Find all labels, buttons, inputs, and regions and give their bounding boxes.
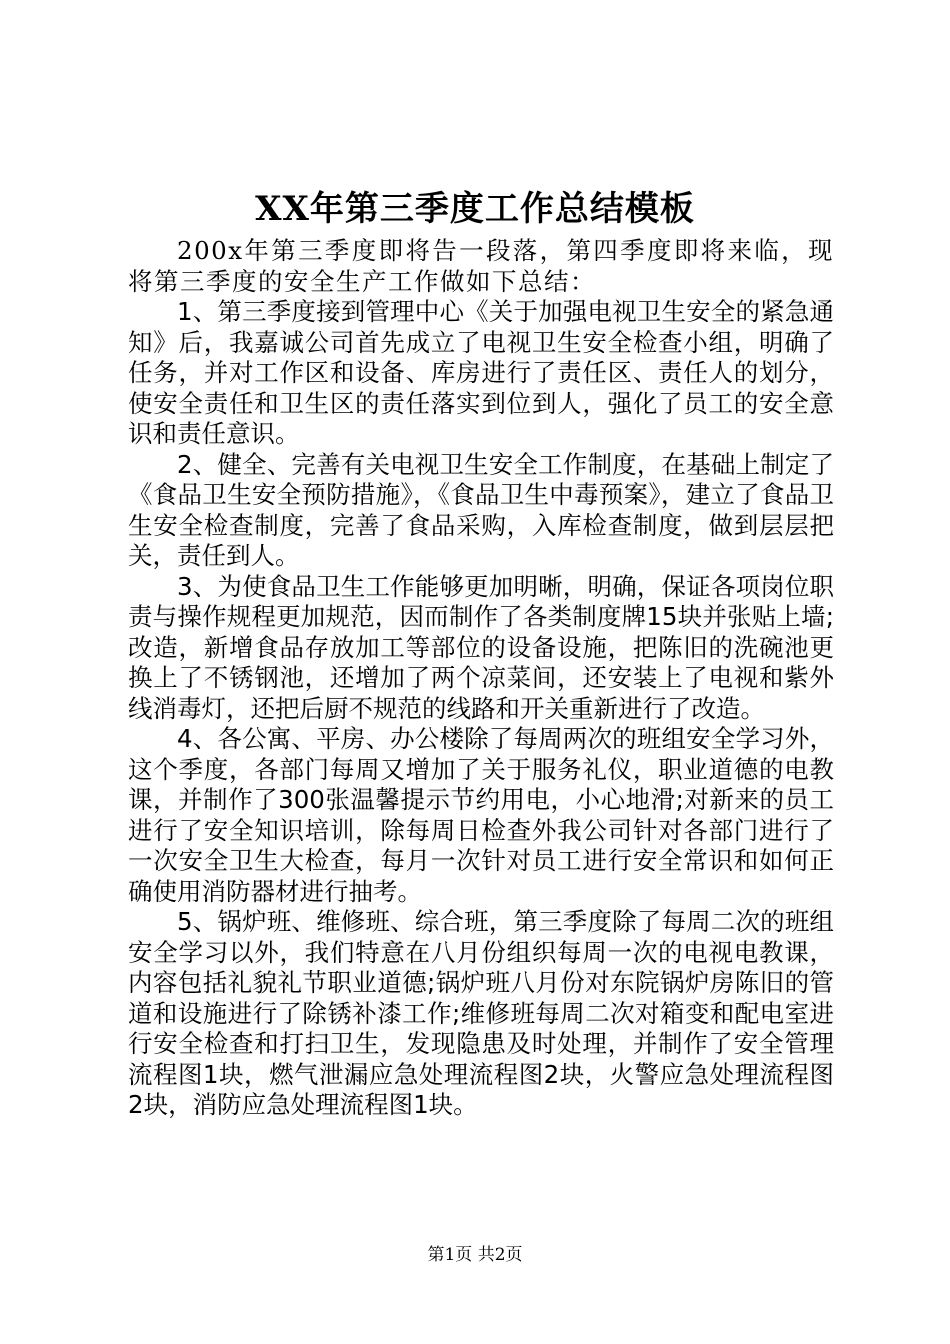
paragraph-item-4: 4、各公寓、平房、办公楼除了每周两次的班组安全学习外，这个季度，各部门每周又增加了关于服务礼仪，职业道德的电教课，并制作了300张温馨提示节约用电，小心地滑;对新来的员工进行了安全知识培训，除每周日检查外我公司针对各部门进行了一次安全卫生大检查，每月一次针对员工进行安全常识和如何正确使用消防器材进行抽考。 (128, 724, 834, 906)
intro-paragraph: 200x年第三季度即将告一段落，第四季度即将来临，现将第三季度的安全生产工作做如下总结： (128, 236, 834, 296)
page-number-footer: 第1页 共2页 (427, 1245, 523, 1265)
paragraph-item-5: 5、锅炉班、维修班、综合班，第三季度除了每周二次的班组安全学习以外，我们特意在八月份组织每周一次的电视电教课，内容包括礼貌礼节职业道德;锅炉班八月份对东院锅炉房陈旧的管道和设施进行了除锈补漆工作;维修班每周二次对箱变和配电室进行安全检查和打扫卫生，发现隐患及时处理，并制作了安全管理流程图1块，燃气泄漏应急处理流程图2块，火警应急处理流程图2块，消防应急处理流程图1块。 (128, 907, 834, 1119)
paragraph-item-3: 3、为使食品卫生工作能够更加明晰，明确，保证各项岗位职责与操作规程更加规范，因而制作了各类制度牌15块并张贴上墙;改造，新增食品存放加工等部位的设备设施，把陈旧的洗碗池更换上了不锈钢池，还增加了两个凉菜间，还安装上了电视和紫外线消毒灯，还把后厨不规范的线路和开关重新进行了改造。 (128, 571, 834, 723)
document-title: XX年第三季度工作总结模板 (255, 189, 695, 229)
paragraph-item-2: 2、健全、完善有关电视卫生安全工作制度，在基础上制定了《食品卫生安全预防措施》，《食品卫生中毒预案》，建立了食品卫生安全检查制度，完善了食品采购，入库检查制度，做到层层把关，责任到人。 (128, 449, 834, 570)
document-body (128, 236, 834, 1121)
paragraph-item-1: 1、第三季度接到管理中心《关于加强电视卫生安全的紧急通知》后，我嘉诚公司首先成立了电视卫生安全检查小组，明确了任务，并对工作区和设备、库房进行了责任区、责任人的划分，使安全责任和卫生区的责任落实到位到人，强化了员工的安全意识和责任意识。 (128, 297, 834, 448)
